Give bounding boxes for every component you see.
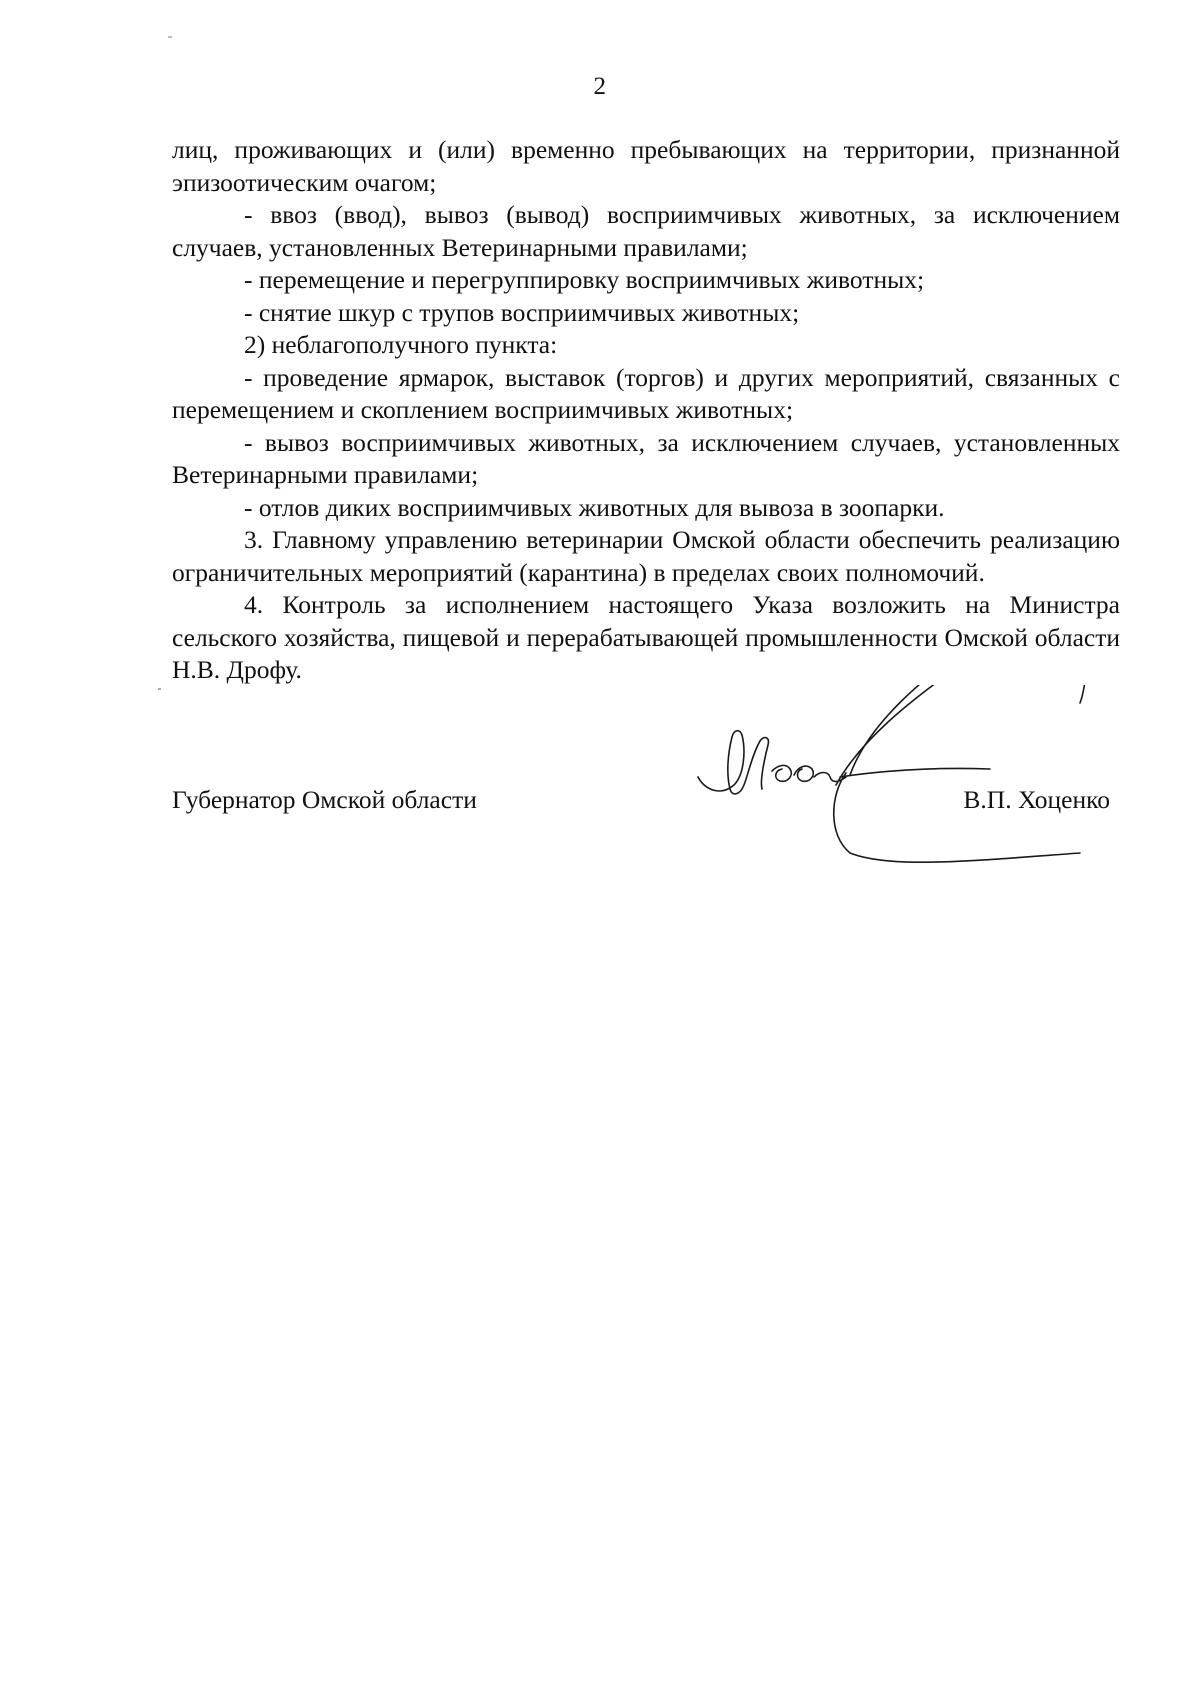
signatory-title: Губернатор Омской области — [172, 785, 477, 814]
paragraph: - проведение ярмарок, выставок (торгов) и других мероприятий, связанных с перемещением и скоплением восприимчивых животных; — [172, 362, 1120, 424]
signature-block — [172, 784, 1120, 824]
page-number: 2 — [593, 73, 607, 100]
scan-mark — [158, 688, 161, 690]
paragraph: 3. Главному управлению ветеринарии Омской области обеспечить реализацию ограничительных мероприятий (карантина) в пределах своих полномочий. — [172, 525, 1120, 587]
paragraph: - перемещение и перегруппировку восприимчивых животных; — [244, 265, 925, 294]
paragraph: - отлов диких восприимчивых животных для вывоза в зоопарки. — [244, 492, 945, 522]
paragraph: - ввоз (ввод), вывоз (вывод) восприимчивых животных, за исключением случаев, установленных Ветеринарными правилами; — [172, 200, 1120, 262]
paragraph: - вывоз восприимчивых животных, за исключением случаев, установленных Ветеринарными правилами; — [172, 427, 1120, 489]
signatory-name: В.П. Хоценко — [963, 785, 1110, 814]
paragraph: - снятие шкур с трупов восприимчивых животных; — [244, 297, 800, 327]
paragraph: 2) неблагополучного пункта: — [244, 330, 558, 359]
scan-mark — [168, 36, 172, 38]
paragraph: 4. Контроль за исполнением настоящего Указа возложить на Министра сельского хозяйства, пищевой и перерабатывающей промышленности Омской области Н.В. Дрофу. — [172, 590, 1120, 684]
document-body — [172, 134, 1120, 687]
paragraph: лиц, проживающих и (или) временно пребывающих на территории, признанной эпизоотическим очагом; — [172, 135, 1120, 197]
